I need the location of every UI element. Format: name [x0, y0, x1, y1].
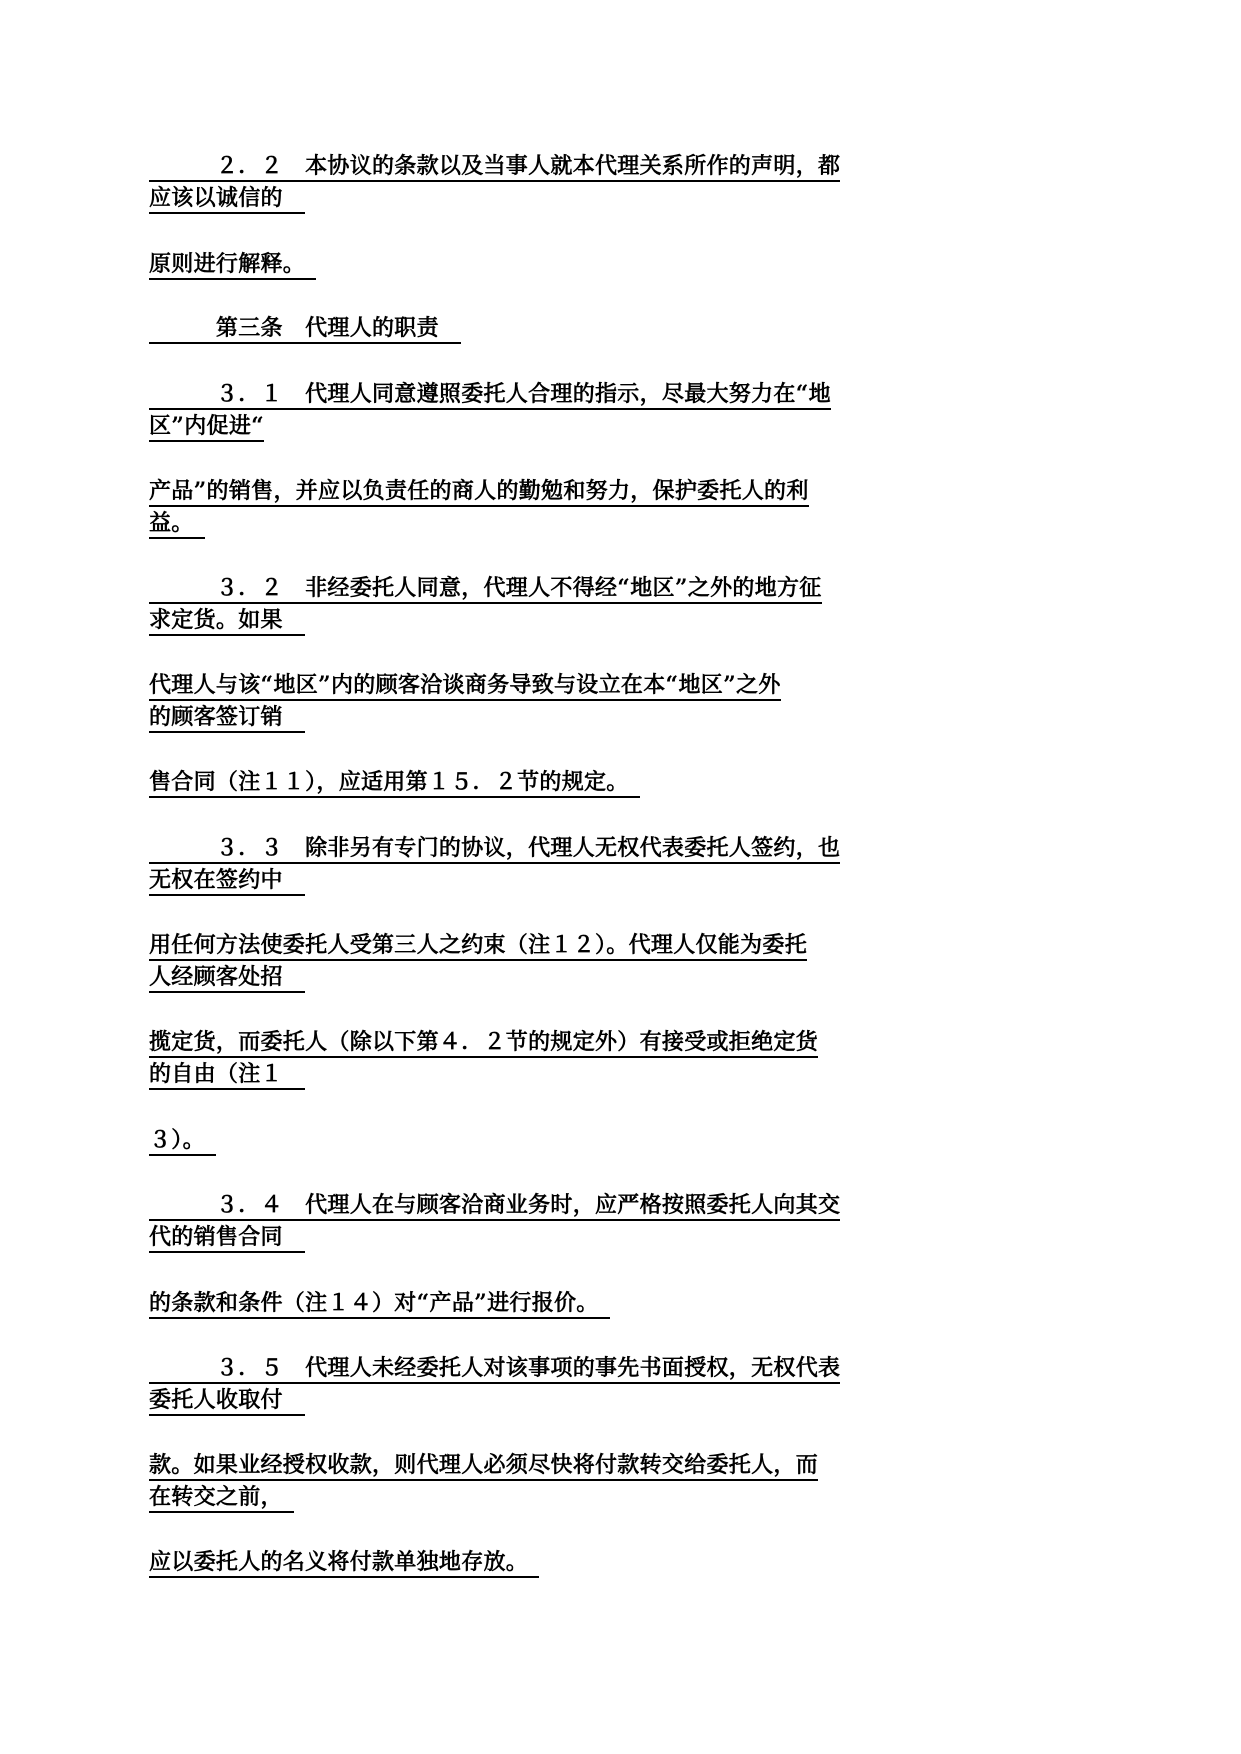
text-line: ３．１ 代理人同意遵照委托人合理的指示，尽最大努力在“地: [149, 378, 1101, 410]
text-line: 揽定货，而委托人（除以下第４．２节的规定外）有接受或拒绝定货: [149, 1026, 1101, 1058]
text-line: 在转交之前，: [149, 1481, 1101, 1513]
paragraph-2-2-continued: [149, 248, 1101, 280]
text-line: ３）。: [149, 1124, 1101, 1156]
text-line: 原则进行解释。: [149, 248, 1101, 280]
paragraph-3-5: [149, 1352, 1101, 1416]
text-line: 无权在签约中: [149, 864, 1101, 896]
paragraph-3-1: [149, 378, 1101, 442]
paragraph-2-2: [149, 150, 1101, 214]
paragraph-3-2-end: [149, 766, 1101, 798]
text-line: 委托人收取付: [149, 1384, 1101, 1416]
paragraph-3-1-continued: [149, 475, 1101, 539]
text-line: 区”内促进“: [149, 410, 1101, 442]
article-3-heading: [149, 312, 1101, 344]
text-line: 产品”的销售，并应以负责任的商人的勤勉和努力，保护委托人的利: [149, 475, 1101, 507]
text-line: 益。: [149, 507, 1101, 539]
paragraph-3-2-continued: [149, 669, 1101, 733]
text-line: 的条款和条件（注１４）对“产品”进行报价。: [149, 1287, 1101, 1319]
paragraph-3-4-continued: [149, 1287, 1101, 1319]
text-line: ２．２ 本协议的条款以及当事人就本代理关系所作的声明，都: [149, 150, 1101, 182]
text-line: ３．４ 代理人在与顾客洽商业务时，应严格按照委托人向其交: [149, 1189, 1101, 1221]
text-line: 的顾客签订销: [149, 701, 1101, 733]
text-line: ３．５ 代理人未经委托人对该事项的事先书面授权，无权代表: [149, 1352, 1101, 1384]
text-line: 人经顾客处招: [149, 961, 1101, 993]
text-line: 代的销售合同: [149, 1221, 1101, 1253]
paragraph-3-3-continued-2: [149, 1026, 1101, 1090]
text-line: 的自由（注１: [149, 1058, 1101, 1090]
text-line: 代理人与该“地区”内的顾客洽谈商务导致与设立在本“地区”之外: [149, 669, 1101, 701]
paragraph-3-3: [149, 832, 1101, 896]
paragraph-3-2: [149, 572, 1101, 636]
text-line: 应以委托人的名义将付款单独地存放。: [149, 1546, 1101, 1578]
text-line: 用任何方法使委托人受第三人之约束（注１２）。代理人仅能为委托: [149, 929, 1101, 961]
text-line: 求定货。如果: [149, 604, 1101, 636]
text-line: 应该以诚信的: [149, 182, 1101, 214]
text-line: 款。如果业经授权收款，则代理人必须尽快将付款转交给委托人，而: [149, 1449, 1101, 1481]
paragraph-3-5-continued: [149, 1449, 1101, 1513]
paragraph-3-5-end: [149, 1546, 1101, 1578]
paragraph-3-3-continued: [149, 929, 1101, 993]
text-line: 售合同（注１１），应适用第１５．２节的规定。: [149, 766, 1101, 798]
text-line: ３．３ 除非另有专门的协议，代理人无权代表委托人签约，也: [149, 832, 1101, 864]
section-heading: 第三条 代理人的职责: [149, 312, 1101, 344]
text-line: ３．２ 非经委托人同意，代理人不得经“地区”之外的地方征: [149, 572, 1101, 604]
paragraph-3-3-end: [149, 1124, 1101, 1156]
paragraph-3-4: [149, 1189, 1101, 1253]
